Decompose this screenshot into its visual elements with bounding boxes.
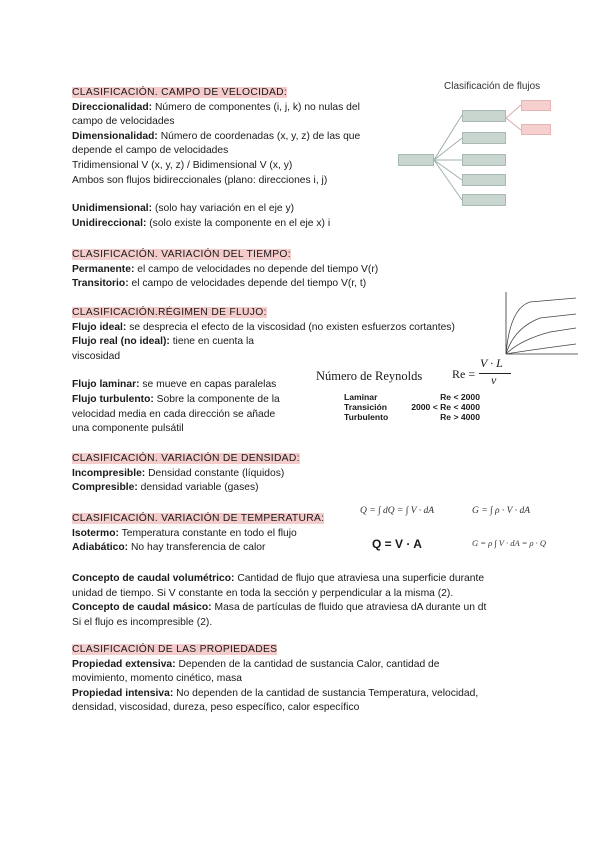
section-campo-velocidad xyxy=(72,86,402,231)
flujo-real-line-2: viscosidad xyxy=(72,350,121,362)
section-variacion-densidad xyxy=(72,452,372,496)
heading-propiedades: CLASIFICACIÓN DE LAS PROPIEDADES xyxy=(72,644,278,655)
formula-q-integral: Q = ∫ dQ = ∫ V · dA xyxy=(360,506,435,516)
intensiva-line-2: densidad, viscosidad, dureza, peso específico, calor específico xyxy=(72,702,360,714)
velocity-profile-chart xyxy=(500,288,580,360)
heading-variacion-densidad: CLASIFICACIÓN. VARIACIÓN DE DENSIDAD: xyxy=(72,453,300,464)
dimensionalidad-line: Dimensionalidad: Número de coordenadas (x, y, z) de las que xyxy=(72,130,361,142)
caudal-volumetrico-line: Concepto de caudal volumétrico: Cantidad de flujo que atraviesa una superficie durante xyxy=(72,573,485,584)
caudal-volumetrico-line-2: unidad de tiempo. Si V constante en toda la sección y perpendicular a la misma (2). xyxy=(72,587,454,599)
direccionalidad-line-2: campo de velocidades xyxy=(72,116,175,128)
reynolds-row-transicion: Transición 2000 < Re < 4000 xyxy=(344,402,480,412)
heading-variacion-temperatura: CLASIFICACIÓN. VARIACIÓN DE TEMPERATURA: xyxy=(72,513,325,524)
dimensionalidad-line-2: depende el campo de velocidades xyxy=(72,145,229,157)
unidireccional-line: Unidireccional: (solo existe la componente en el eje x) i xyxy=(72,217,331,229)
diagram-title: Clasificación de flujos xyxy=(444,81,541,92)
reynolds-title: Número de Reynolds xyxy=(316,369,423,383)
reynolds-lhs: Re = xyxy=(452,367,476,381)
flow-classification-diagram xyxy=(396,80,566,220)
caudal-masico-line-2: Si el flujo es incompresible (2). xyxy=(72,616,213,628)
heading-variacion-tiempo: CLASIFICACIÓN. VARIACIÓN DEL TIEMPO: xyxy=(72,249,291,260)
incompresible-line: Incompresible: Densidad constante (líquidos) xyxy=(72,467,285,479)
heading-campo-velocidad: CLASIFICACIÓN. CAMPO DE VELOCIDAD: xyxy=(72,87,288,98)
flujo-turbulento-line-3: una componente pulsátil xyxy=(72,423,184,435)
ambos-line: Ambos son flujos bidireccionales (plano: direcciones i, j) xyxy=(72,174,328,186)
transitorio-line: Transitorio: el campo de velocidades depende del tiempo V(r, t) xyxy=(72,278,367,290)
isotermo-line: Isotermo: Temperatura constante en todo el flujo xyxy=(72,527,297,539)
reynolds-numerator: V · L xyxy=(480,356,503,370)
diagram-root-node xyxy=(398,154,434,166)
diagram-node-5 xyxy=(462,194,506,206)
flujo-turbulento-line-2: velocidad media en cada dirección se añade xyxy=(72,408,276,420)
section-caudal xyxy=(72,572,542,630)
flujo-turbulento-line: Flujo turbulento: Sobre la componente de la xyxy=(72,393,280,405)
reynolds-denominator: ν xyxy=(491,373,497,387)
flujo-laminar-line: Flujo laminar: se mueve en capas paralelas xyxy=(72,379,277,391)
heading-regimen-flujo: CLASIFICACIÓN.RÉGIMEN DE FLUJO: xyxy=(72,307,267,318)
adiabatico-line: Adiabático: No hay transferencia de calor xyxy=(72,542,266,554)
extensiva-line-2: movimiento, momento cinético, masa xyxy=(72,673,242,685)
diagram-subnode-1 xyxy=(521,100,551,111)
diagram-node-1 xyxy=(462,110,506,122)
diagram-node-2 xyxy=(462,132,506,144)
flujo-real-line: Flujo real (no ideal): tiene en cuenta la xyxy=(72,336,254,348)
reynolds-row-laminar: Laminar Re < 2000 xyxy=(344,392,480,402)
formula-g-integral: G = ∫ ρ · V · dA xyxy=(472,506,530,516)
reynolds-table xyxy=(344,392,480,422)
permanente-line: Permanente: el campo de velocidades no depende del tiempo V(r) xyxy=(72,263,379,275)
unidimensional-line: Unidimensional: (solo hay variación en el eje y) xyxy=(72,203,295,215)
compresible-line: Compresible: densidad variable (gases) xyxy=(72,482,259,494)
section-variacion-temperatura xyxy=(72,512,362,556)
reynolds-formula xyxy=(452,358,522,388)
section-propiedades xyxy=(72,643,542,716)
diagram-node-4 xyxy=(462,174,506,186)
diagram-node-3 xyxy=(462,154,506,166)
caudal-masico-line: Concepto de caudal másico: Masa de partículas de fluido que atraviesa dA durante un dt xyxy=(72,602,487,614)
formula-q-simple: Q = V · A xyxy=(372,537,422,551)
formula-g-simple: G = ρ ∫ V · dA = ρ · Q xyxy=(472,538,547,548)
intensiva-line: Propiedad intensiva: No dependen de la cantidad de sustancia Temperatura, velocidad, xyxy=(72,687,479,699)
tridimensional-line: Tridimensional V (x, y, z) / Bidimensional V (x, y) xyxy=(72,159,293,171)
flujo-ideal-line: Flujo ideal: se desprecia el efecto de la viscosidad (no existen esfuerzos cortantes) xyxy=(72,321,455,333)
direccionalidad-line: Direccionalidad: Número de componentes (i, j, k) no nulas del xyxy=(72,101,360,113)
section-variacion-tiempo xyxy=(72,248,412,292)
extensiva-line: Propiedad extensiva: Dependen de la cantidad de sustancia Calor, cantidad de xyxy=(72,658,440,670)
reynolds-row-turbulento: Turbulento Re > 4000 xyxy=(344,412,480,422)
diagram-subnode-2 xyxy=(521,124,551,135)
